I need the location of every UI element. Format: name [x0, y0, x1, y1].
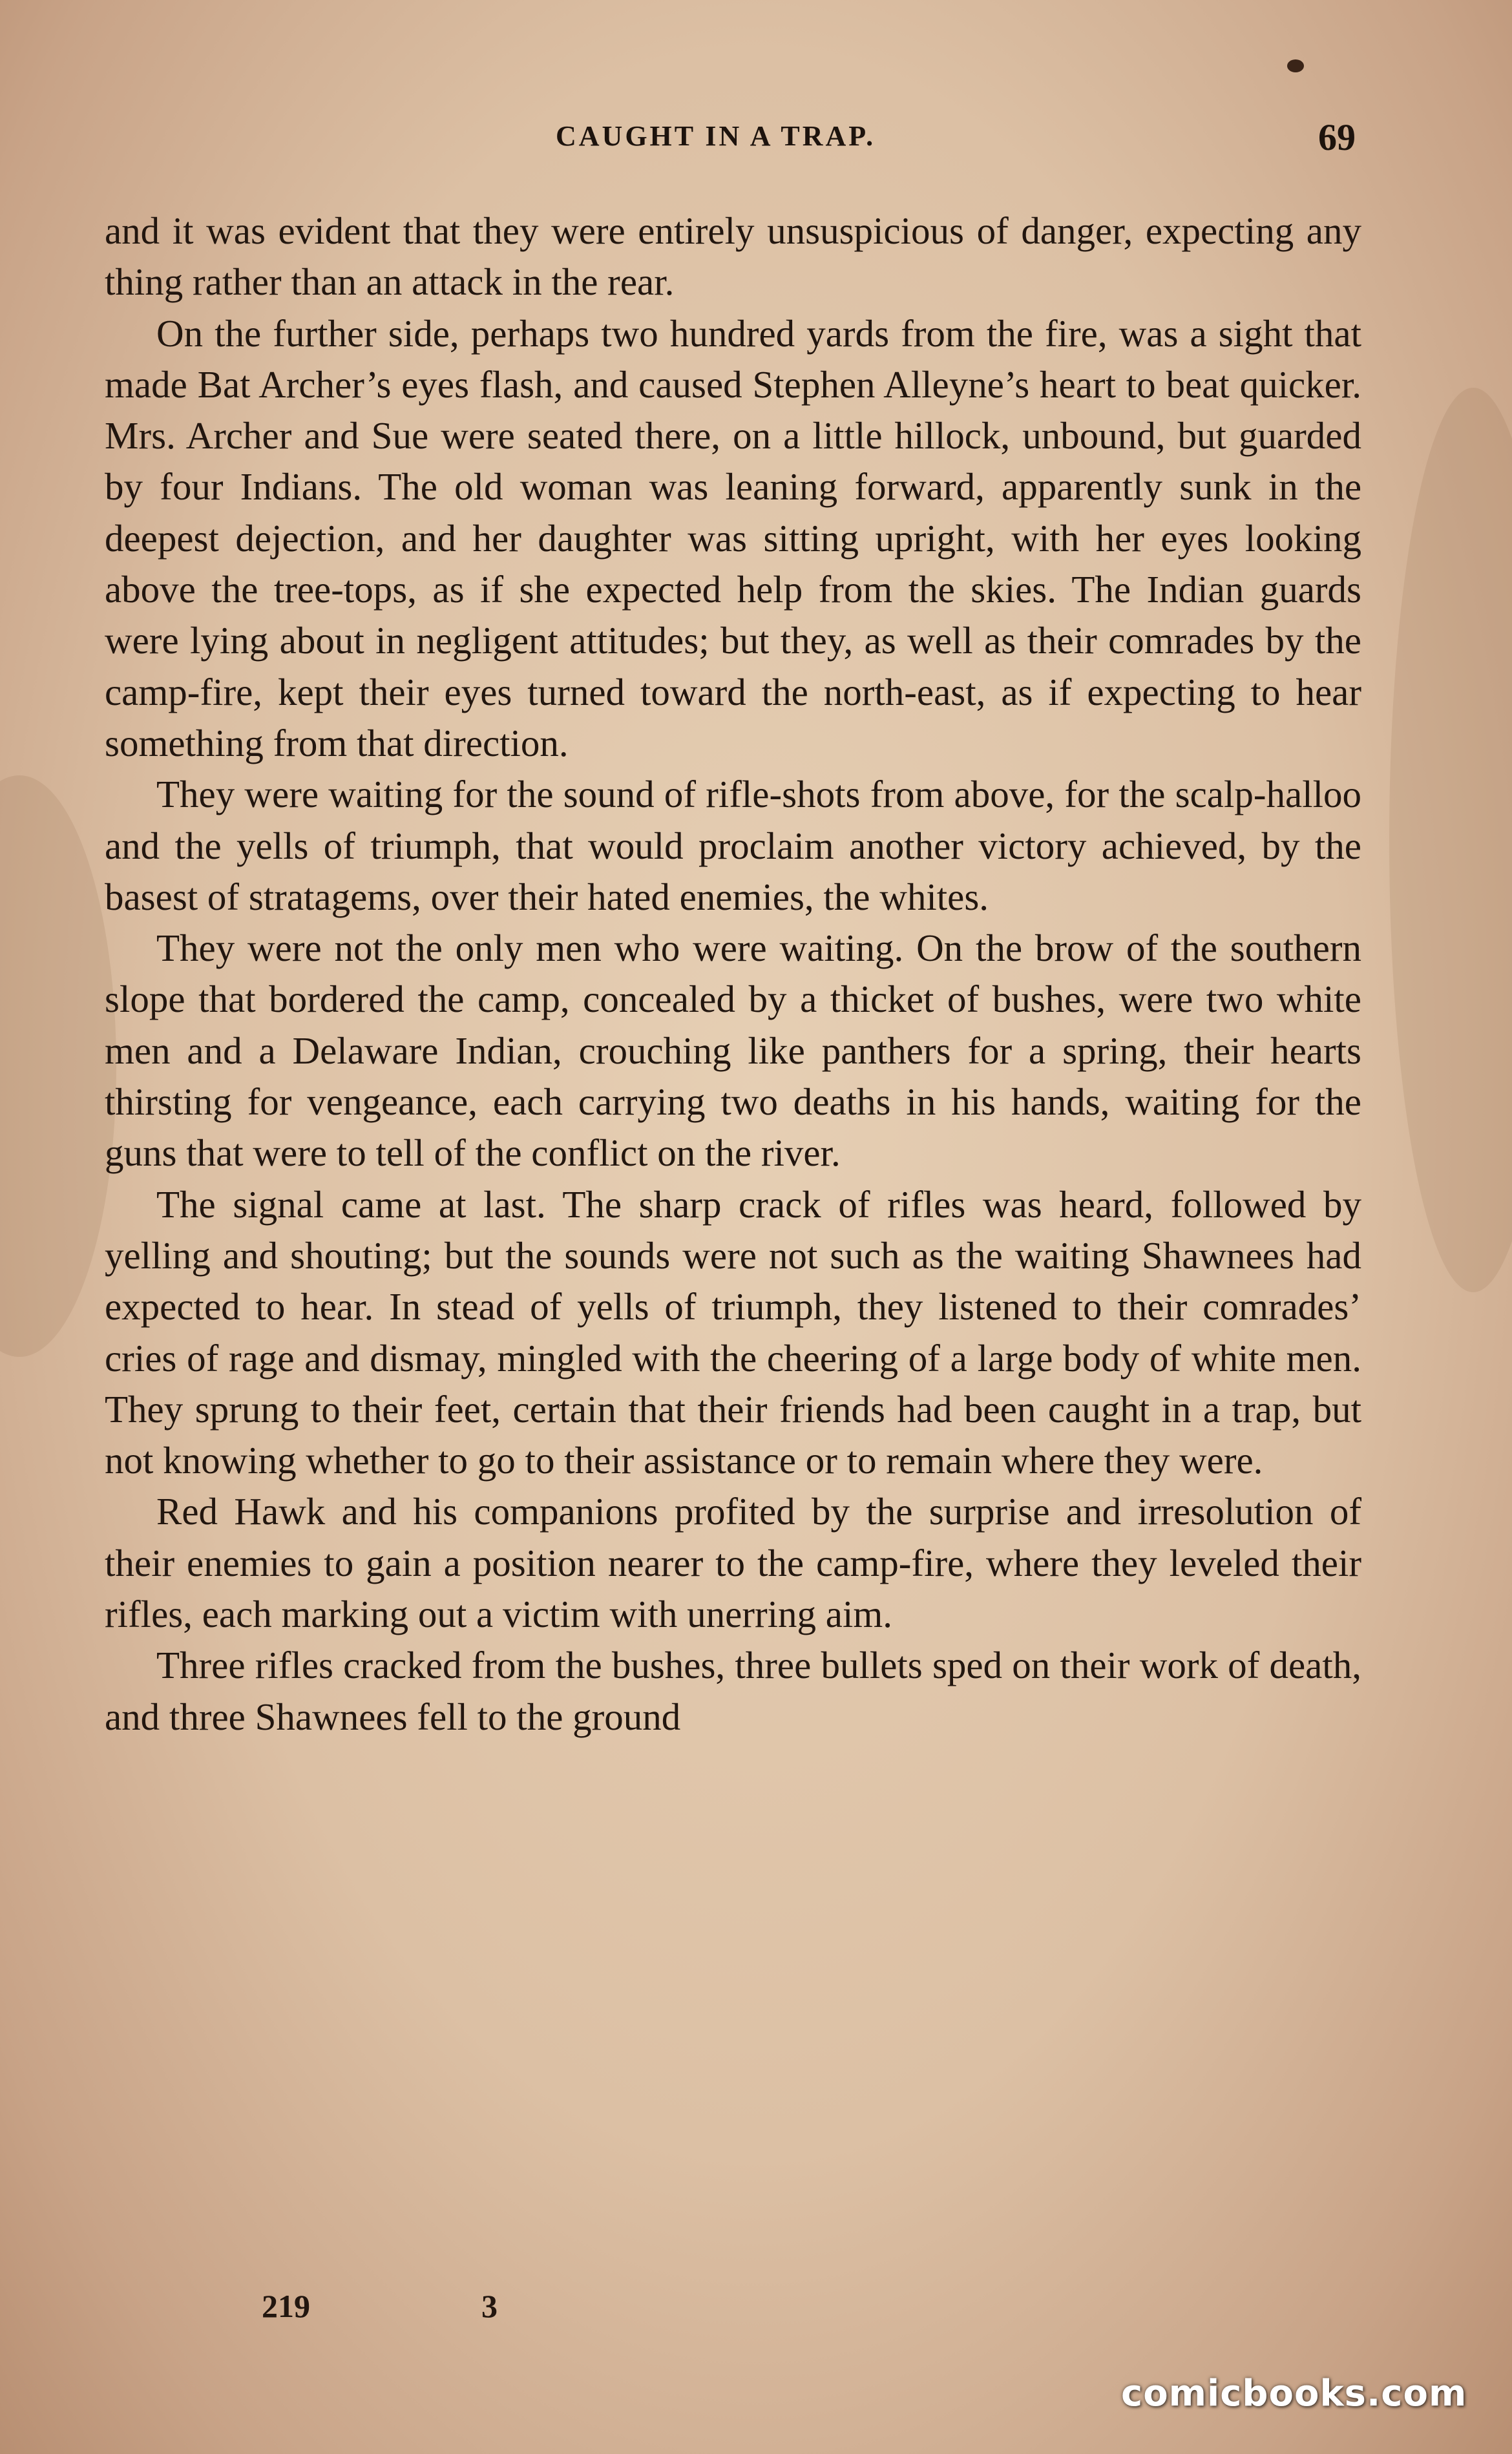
paragraph: They were waiting for the sound of rifle-shots from above, for the scalp-halloo and the yells of triumph, that would proclaim another victory achieved, by the basest of stratagems, over their hated enemies, the whites.	[105, 773, 1361, 918]
body-text	[105, 205, 1361, 1743]
watermark: comicbooks.com	[1121, 2373, 1467, 2415]
chapter-title: CAUGHT IN A TRAP.	[556, 120, 876, 152]
running-head	[0, 116, 1512, 165]
paragraph: They were not the only men who were waiting. On the brow of the southern slope that bordered the camp, concealed by a thicket of bushes, were two white men and a Delaware Indian, crouching like panthers for a spring, their hearts thirsting for vengeance, each carrying two deaths in his hands, waiting for the guns that were to tell of the conflict on the river.	[105, 927, 1361, 1175]
paragraph: The signal came at last. The sharp crack of rifles was heard, followed by yelling and shouting; but the sounds were not such as the waiting Shawnees had expected to hear. In stead of yells of triumph, they listened to their comrades’ cries of rage and dismay, mingled with the cheering of a large body of white men. They sprung to their feet, certain that their friends had been caught in a trap, but not knowing whether to go to their assistance or to remain where they were.	[105, 1182, 1361, 1482]
page-number: 69	[1318, 116, 1356, 158]
paragraph: Red Hawk and his companions profited by the surprise and irresolution of their enemies to gain a position nearer to the camp-fire, where they leveled their rifles, each marking out a victim with unerring aim.	[105, 1490, 1361, 1636]
signature-mark: 3	[481, 2288, 498, 2324]
paragraph: Three rifles cracked from the bushes, three bullets sped on their work of death, and three Shawnees fell to the ground	[105, 1644, 1361, 1738]
paragraph: and it was evident that they were entirely unsuspicious of danger, expecting any thing rather than an attack in the rear.	[105, 209, 1361, 304]
ink-spot	[1287, 59, 1304, 72]
signature-number: 219	[262, 2288, 310, 2324]
paragraph: On the further side, perhaps two hundred yards from the fire, was a sight that made Bat Archer’s eyes flash, and caused Stephen Alleyne’s heart to beat quicker. Mrs. Archer and Sue were seated there, on a little hillock, unbound, but guarded by four Indians. The old woman was leaning forward, apparently sunk in the deepest dejection, and her daughter was sitting upright, with her eyes looking above the tree-tops, as if she expected help from the skies. The Indian guards were lying about in negligent attitudes; but they, as well as their comrades by the camp-fire, kept their eyes turned toward the north-east, as if expecting to hear something from that direction.	[105, 311, 1361, 764]
signature-line	[0, 2287, 1512, 2333]
page-stain	[0, 775, 116, 1357]
page-stain	[1389, 388, 1512, 1292]
